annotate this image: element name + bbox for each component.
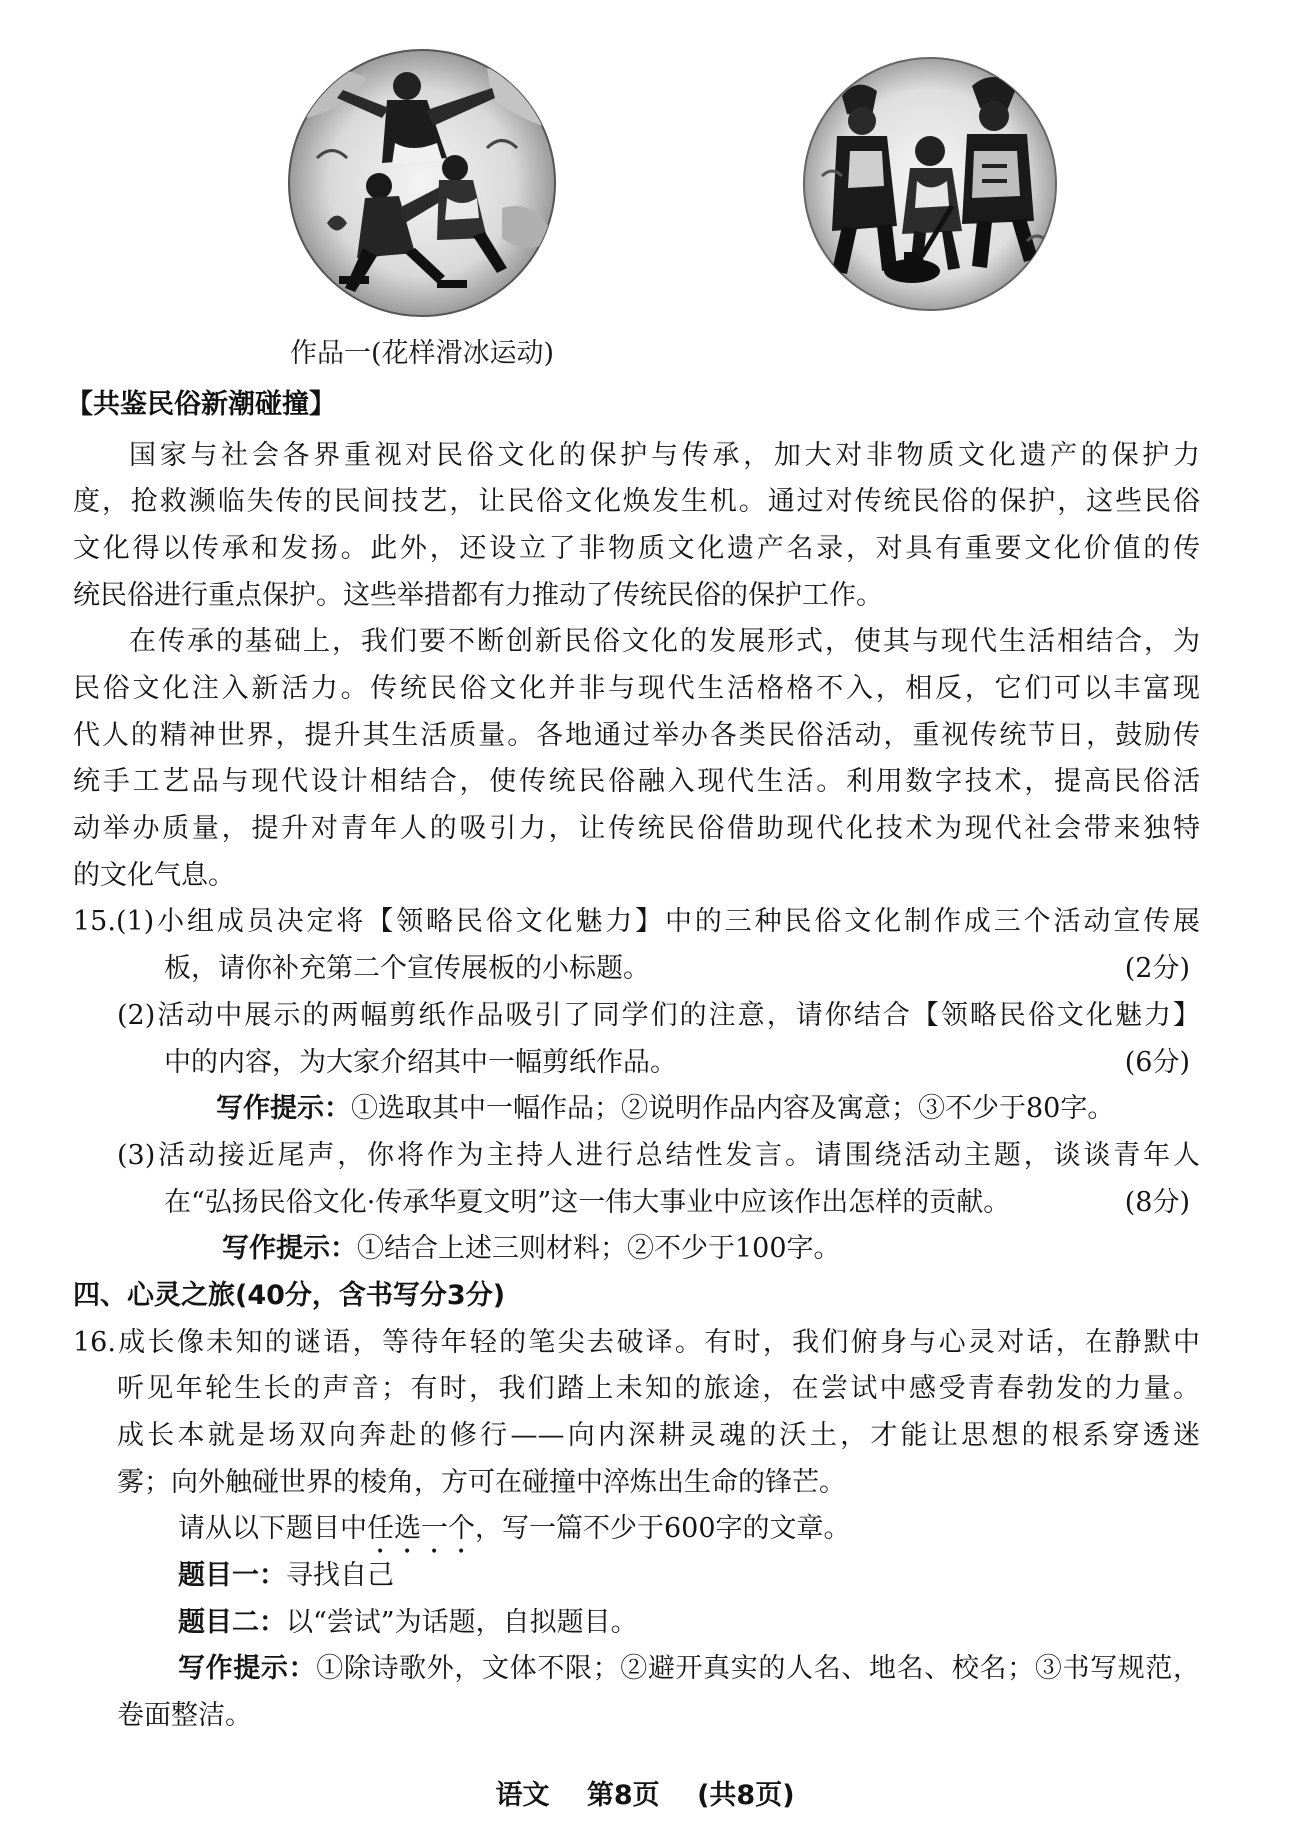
section-heading: 【共鉴民俗新潮碰撞】 — [66, 389, 336, 420]
score-label: (6分) — [1124, 1046, 1190, 1078]
question-text: 板，请你补充第二个宣传展板的小标题。 — [164, 953, 650, 985]
section-4-heading: 四、心灵之旅(40分，含书写分3分) — [73, 1279, 506, 1311]
paragraph-2-line: 代人的精神世界，提升其生活质量。各地通过举办各类民俗活动，重视传统节日，鼓励传 — [73, 719, 1200, 751]
paper-cut-image-figure-skating — [287, 48, 557, 318]
paragraph-2-line: 民俗文化注入新活力。传统民俗文化并非与现代生活格格不入，相反，它们可以丰富现 — [73, 673, 1200, 705]
paper-cut-image-curling — [802, 56, 1058, 312]
instruction-text: ，写一篇不少于600字的文章。 — [475, 1513, 851, 1545]
writing-tip — [216, 1086, 1200, 1133]
question-text: 中的内容，为大家介绍其中一幅剪纸作品。 — [164, 1046, 677, 1078]
question-15-part-3-line — [164, 1180, 1200, 1227]
document-body — [73, 433, 1200, 1740]
question-15-part-3-line: (3)活动接近尾声，你将作为主持人进行总结性发言。请围绕活动主题，谈谈青年人 — [117, 1139, 1200, 1171]
footer-subject: 语文 — [495, 1780, 550, 1811]
topic-label: 题目一： — [178, 1560, 286, 1592]
question-16-line: 雾；向外触碰世界的棱角，方可在碰撞中淬炼出生命的锋芒。 — [117, 1466, 846, 1498]
question-15-part-2-line: (2)活动中展示的两幅剪纸作品吸引了同学们的注意，请你结合【领略民俗文化魅力】 — [117, 999, 1200, 1031]
paragraph-2-line: 在传承的基础上，我们要不断创新民俗文化的发展形式，使其与现代生活相结合，为 — [129, 626, 1200, 658]
question-16-instruction — [178, 1506, 1200, 1553]
score-label: (2分) — [1124, 953, 1190, 985]
writing-tip-label: 写作提示： — [178, 1653, 317, 1685]
question-text: (1)小组成员决定将【领略民俗文化魅力】中的三种民俗文化制作成三个活动宣传展 — [115, 906, 1200, 938]
question-15-part-2-line — [164, 1040, 1200, 1087]
question-16-line: 听见年轮生长的声音；有时，我们踏上未知的旅途，在尝试中感受青春勃发的力量。 — [117, 1373, 1200, 1405]
writing-tip-text: ①选取其中一幅作品；②说明作品内容及寓意；③不少于80字。 — [351, 1093, 1115, 1125]
question-16-line: 成长本就是场双向奔赴的修行——向内深耕灵魂的沃土，才能让思想的根系穿透迷 — [117, 1420, 1200, 1452]
paragraph-2-line: 的文化气息。 — [73, 859, 235, 891]
emphasized-text: 任选一个 — [367, 1513, 475, 1545]
paragraph-2-line: 动举办质量，提升对青年人的吸引力，让传统民俗借助现代化技术为现代社会带来独特 — [73, 813, 1200, 845]
question-number: 15. — [73, 906, 116, 938]
writing-tip-text: ①除诗歌外，文体不限；②避开真实的人名、地名、校名；③书写规范， — [316, 1653, 1200, 1685]
writing-tip — [222, 1226, 1200, 1273]
topic-text: 寻找自己 — [286, 1560, 394, 1592]
question-text: 在“弘扬民俗文化·传承华夏文明”这一伟大事业中应该作出怎样的贡献。 — [164, 1186, 1011, 1218]
question-15-part-1-line — [73, 899, 1200, 946]
writing-tip-continued: 卷面整洁。 — [117, 1700, 252, 1732]
footer-page-number: 第8页 — [586, 1780, 660, 1811]
paragraph-1-line: 度，抢救濒临失传的民间技艺，让民俗文化焕发生机。通过对传统民俗的保护，这些民俗 — [73, 486, 1200, 518]
question-15-part-1-line — [164, 946, 1200, 993]
writing-tip-label: 写作提示： — [222, 1233, 357, 1265]
instruction-text: 请从以下题目中 — [178, 1513, 367, 1545]
page-footer — [0, 1774, 1290, 1818]
paragraph-1-line: 国家与社会各界重视对民俗文化的保护与传承，加大对非物质文化遗产的保护力 — [129, 439, 1200, 471]
topic-text: 以“尝试”为话题，自拟题目。 — [286, 1606, 638, 1638]
score-label: (8分) — [1124, 1186, 1190, 1218]
question-16-line — [73, 1320, 1200, 1367]
writing-tip-label: 写作提示： — [216, 1093, 351, 1125]
paragraph-2-line: 统手工艺品与现代设计相结合，使传统民俗融入现代生活。利用数字技术，提高民俗活 — [73, 766, 1200, 798]
topic-label: 题目二： — [178, 1606, 286, 1638]
topic-2 — [178, 1600, 1200, 1647]
question-text: 成长像未知的谜语，等待年轻的笔尖去破译。有时，我们俯身与心灵对话，在静默中 — [115, 1326, 1200, 1358]
question-number: 16. — [73, 1326, 116, 1358]
paragraph-1-line: 文化得以传承和发扬。此外，还设立了非物质文化遗产名录，对具有重要文化价值的传 — [73, 532, 1200, 564]
paragraph-1-line: 统民俗进行重点保护。这些举措都有力推动了传统民俗的保护工作。 — [73, 579, 883, 611]
footer-page-total: (共8页) — [697, 1780, 795, 1811]
topic-1 — [178, 1553, 1200, 1600]
writing-tip-text: ①结合上述三则材料；②不少于100字。 — [357, 1233, 841, 1265]
writing-tip — [178, 1646, 1200, 1693]
figure-caption: 作品一(花样滑冰运动) — [289, 338, 555, 369]
